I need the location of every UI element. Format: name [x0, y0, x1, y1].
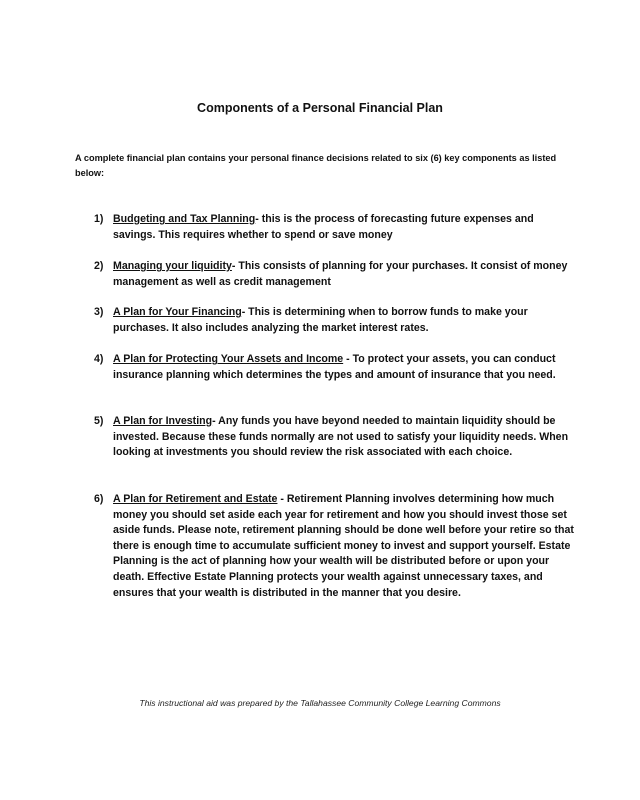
item-heading: A Plan for Investing — [113, 415, 213, 427]
item-number: 3) — [94, 306, 104, 318]
item-number: 1) — [94, 213, 104, 225]
list-item-protection — [94, 352, 574, 383]
list-item-liquidity — [94, 259, 574, 290]
list-item-retirement — [94, 492, 574, 601]
item-text: - this is the process of forecasting future expenses and savings. This requires whether to spend or save money — [113, 213, 534, 241]
item-text: - This is determining when to borrow funds to make your purchases. It also includes analyzing the market interest rates. — [113, 306, 528, 334]
item-heading: Budgeting and Tax Planning — [113, 213, 256, 225]
page-title: Components of a Personal Financial Plan — [197, 101, 443, 115]
list-item-financing — [94, 305, 574, 336]
item-number: 5) — [94, 415, 104, 427]
list-item-investing — [94, 414, 574, 461]
item-heading: Managing your liquidity — [113, 260, 232, 272]
footer-note: This instructional aid was prepared by the Tallahassee Community College Learning Commons — [139, 698, 501, 708]
item-heading: A Plan for Retirement and Estate — [113, 493, 278, 505]
item-text: - Retirement Planning involves determining how much money you should set aside each year for retirement and how you should invest those set aside funds. Please note, retirement planning should be done well before your retire so that there is enough time to accumulate sufficient money to invest and support yourself. Estate Planning is the act of planning how your wealth will be distributed before or upon your death. Effective Estate Planning protects your wealth against unnecessary taxes, and ensures that your wealth is distributed in the manner that you desire. — [113, 493, 574, 599]
item-text: - This consists of planning for your purchases. It consist of money management as well as credit management — [113, 260, 568, 288]
item-number: 4) — [94, 353, 104, 365]
item-number: 6) — [94, 493, 104, 505]
item-heading: A Plan for Protecting Your Assets and Income — [113, 353, 344, 365]
item-text: - Any funds you have beyond needed to maintain liquidity should be invested. Because these funds normally are not used to satisfy your liquidity needs. When looking at investments you should review the risk associated with each choice. — [113, 415, 569, 459]
intro-paragraph: A complete financial plan contains your personal finance decisions related to six (6) key components as listed below: — [75, 153, 557, 178]
item-heading: A Plan for Your Financing — [113, 306, 242, 318]
item-number: 2) — [94, 260, 104, 272]
item-text: - To protect your assets, you can conduct insurance planning which determines the types and amount of insurance that you need. — [113, 353, 556, 381]
list-item-budgeting — [94, 212, 574, 243]
